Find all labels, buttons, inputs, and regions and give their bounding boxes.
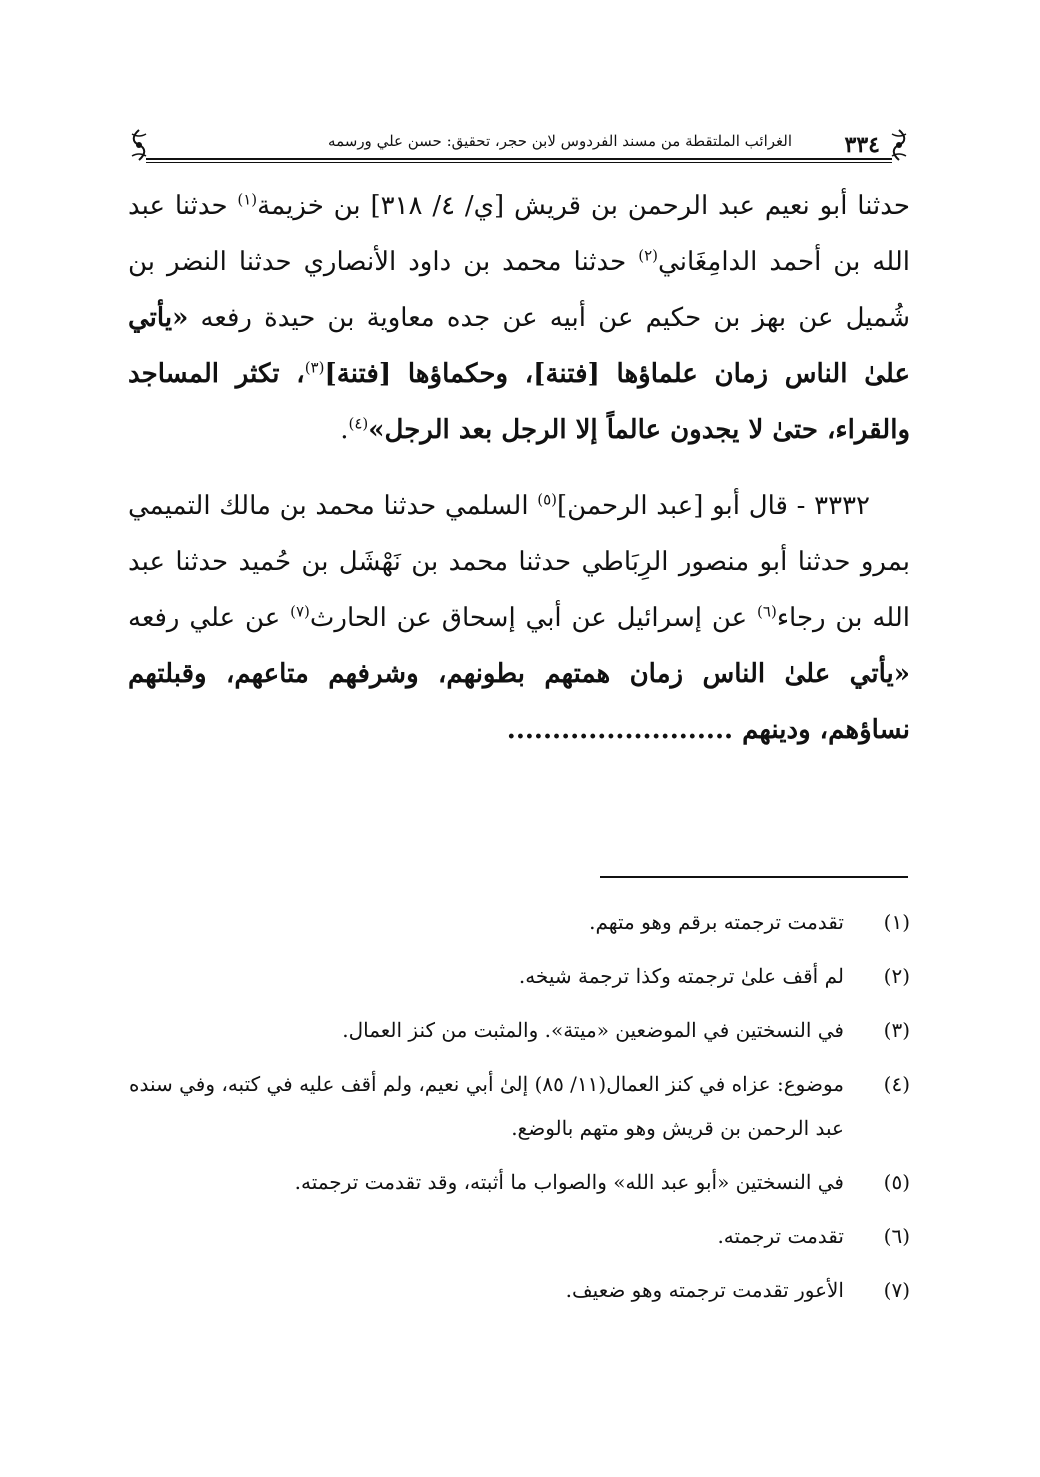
footnote-item [128,1008,910,1052]
hadith-text: «يأتي علىٰ الناس زمان همتهم بطونهم، وشرفهم متاعهم، وقبلتهم نساؤهم، ودينهم [128,659,910,745]
ornament-icon [128,128,150,162]
footnote-number: (١) [883,910,910,934]
footnote-ref: (٣) [304,358,325,377]
footnote-item [128,1160,910,1204]
footnote-text: موضوع: عزاه في كنز العمال(١١/ ٨٥) إلىٰ أبي نعيم، ولم أقف عليه في كتبه، وفي سنده عبد الرحمن بن قريش وهو متهم بالوضع. [128,1072,844,1140]
text-run: عن إسرائيل عن أبي إسحاق عن الحارث [309,603,758,633]
footnote-ref: (٢) [638,246,659,265]
running-header [128,118,910,162]
footnote-ref: (١) [237,190,258,209]
footnote-item [128,954,910,998]
text-run: حدثنا أبو نعيم عبد الرحمن بن قريش [ي/ ٤/ ٣١٨] بن خزيمة [257,191,910,221]
text-run: حدثنا عبد الله بن أحمد الدامِغَاني [128,191,910,277]
footnote-number: (٤) [883,1072,910,1096]
footnote-text: تقدمت ترجمته. [717,1224,844,1248]
main-text [128,178,910,758]
footnote-text: في النسختين «أبو عبد الله» والصواب ما أثبته، وقد تقدمت ترجمته. [294,1170,844,1194]
paragraph-2 [128,478,910,758]
footnote-number: (٣) [883,1018,910,1042]
page-number: ٣٣٤ [844,132,880,158]
hadith-text: ، تكثر المساجد والقراء، حتىٰ لا يجدون عالماً إلا الرجل بعد الرجل» [128,359,910,445]
text-run: . [340,415,349,445]
footnote-text: الأعور تقدمت ترجمته وهو ضعيف. [565,1278,844,1302]
footnote-item [128,1268,910,1312]
footnote-separator [600,876,908,878]
text-run: عن علي رفعه [128,603,291,633]
text-run: السلمي حدثنا محمد بن مالك التميمي بمرو حدثنا أبو منصور الرِبَاطي حدثنا محمد بن نَهْشَل بن حُميد حدثنا عبد الله بن رجاء [128,491,911,633]
footnote-ref: (٥) [537,490,558,509]
footnote-item [128,1214,910,1258]
continuation-dots: ......................... [506,715,743,745]
footnotes [128,900,910,1322]
ornament-icon [888,128,910,162]
footnote-ref: (٧) [290,602,310,621]
footnote-number: (٧) [883,1278,910,1302]
footnote-item [128,1062,910,1150]
hadith-text: «يأتي علىٰ الناس زمان علماؤها [فتنة]، وحكماؤها [فتنة] [128,303,910,389]
header-title: الغرائب الملتقطة من مسند الفردوس لابن حجر، تحقيق: حسن علي ورسمه [328,132,792,150]
text-run: حدثنا محمد بن داود الأنصاري حدثنا النضر بن شُميل عن بهز بن حكيم عن أبيه عن جده معاوية بن حيدة رفعه [128,247,910,333]
footnote-text: لم أقف علىٰ ترجمته وكذا ترجمة شيخه. [518,964,844,988]
footnote-ref: (٦) [757,602,777,621]
header-rule [146,158,892,160]
footnote-item [128,900,910,944]
footnote-number: (٦) [883,1224,910,1248]
text-run: ٣٣٣٢ - قال أبو [عبد الرحمن] [557,491,870,521]
header-rule-thin [146,162,892,163]
footnote-number: (٢) [883,964,910,988]
footnote-ref: (٤) [348,414,369,433]
paragraph-1 [128,178,910,458]
footnote-text: في النسختين في الموضعين «ميتة». والمثبت من كنز العمال. [342,1018,844,1042]
footnote-number: (٥) [883,1170,910,1194]
footnote-text: تقدمت ترجمته برقم وهو متهم. [589,910,844,934]
